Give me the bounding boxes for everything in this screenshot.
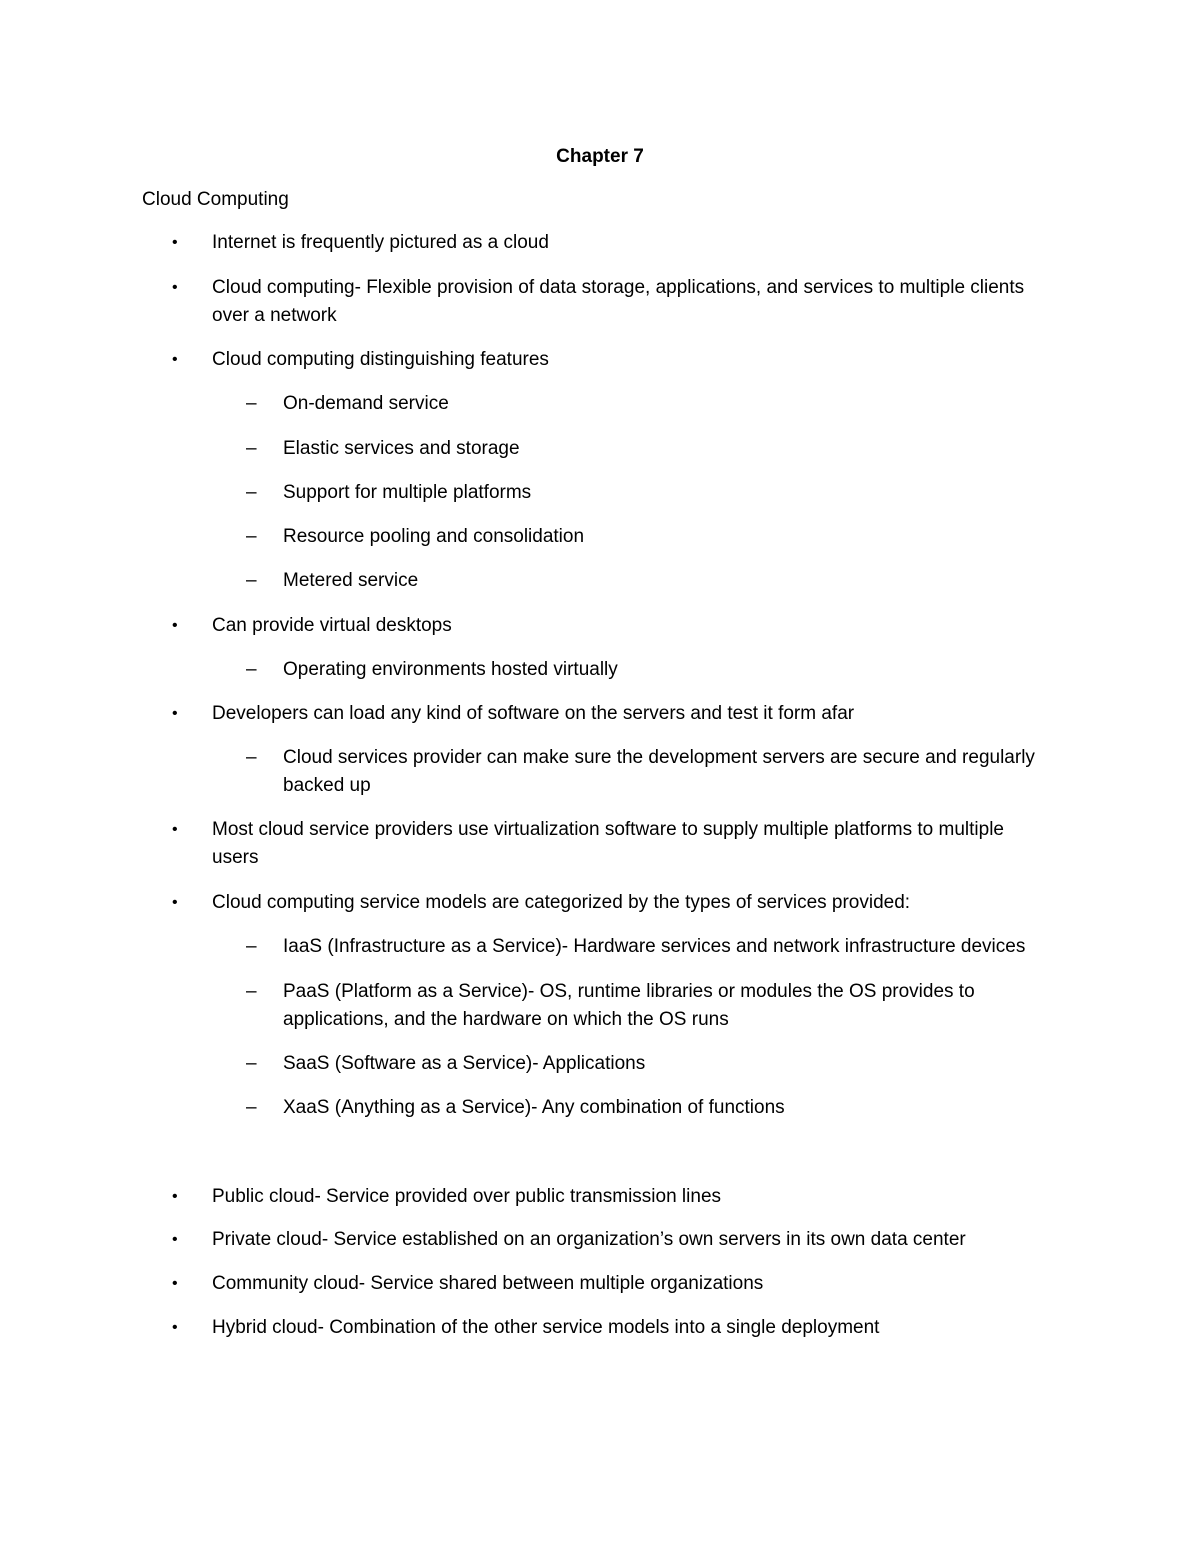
list-item-line: Public cloud- Service provided over public transmission lines	[212, 1186, 722, 1207]
list-item-text	[212, 1183, 1062, 1211]
list-item-text	[283, 435, 1058, 463]
list-item-line: Cloud computing- Flexible provision of data storage, applications, and services to multiple clients	[212, 277, 1025, 298]
list-item-text	[283, 390, 1058, 418]
list-item-line: Can provide virtual desktops	[212, 615, 452, 636]
list-item-line: applications, and the hardware on which the OS runs	[283, 1009, 729, 1030]
bullet-marker: •	[172, 1188, 178, 1205]
list-item-line: Private cloud- Service established on an organization’s own servers in its own data center	[212, 1229, 966, 1250]
bullet-marker: •	[172, 894, 178, 911]
list-item-text	[283, 933, 1058, 961]
list-item-line: On-demand service	[283, 393, 449, 414]
bullet-marker: •	[172, 234, 178, 251]
dash-marker: –	[246, 1053, 257, 1074]
list-item-text	[212, 889, 1062, 917]
bullet-marker: •	[172, 617, 178, 634]
list-item-line: Metered service	[283, 570, 419, 591]
list-item-line: users	[212, 847, 259, 868]
list-item-text	[212, 1314, 1062, 1342]
list-item-line: Community cloud- Service shared between multiple organizations	[212, 1273, 764, 1294]
list-item-text	[212, 1226, 1062, 1254]
page-title: Chapter 7	[556, 146, 644, 167]
list-item-text	[283, 567, 1058, 595]
list-item-line: Operating environments hosted virtually	[283, 659, 618, 680]
list-item-line: Internet is frequently pictured as a cloud	[212, 232, 549, 253]
list-item-line: Most cloud service providers use virtualization software to supply multiple platforms to multiple	[212, 819, 1004, 840]
dash-marker: –	[246, 659, 257, 680]
dash-marker: –	[246, 438, 257, 459]
list-item-text	[212, 1270, 1062, 1298]
list-item-line: Elastic services and storage	[283, 438, 520, 459]
list-item-text	[283, 523, 1058, 551]
list-item-line: XaaS (Anything as a Service)- Any combination of functions	[283, 1097, 785, 1118]
bullet-marker: •	[172, 1231, 178, 1248]
list-item-text	[212, 612, 1062, 640]
dash-marker: –	[246, 936, 257, 957]
bullet-marker: •	[172, 705, 178, 722]
list-item-text	[283, 978, 1058, 1034]
list-item-line: PaaS (Platform as a Service)- OS, runtime libraries or modules the OS provides to	[283, 981, 975, 1002]
bullet-marker: •	[172, 1275, 178, 1292]
list-item-line: Cloud computing service models are categorized by the types of services provided:	[212, 892, 911, 913]
list-item-text	[212, 274, 1062, 330]
list-item-text	[283, 479, 1058, 507]
dash-marker: –	[246, 747, 257, 768]
list-item-line: IaaS (Infrastructure as a Service)- Hardware services and network infrastructure devices	[283, 936, 1026, 957]
list-item-line: Cloud computing distinguishing features	[212, 349, 549, 370]
list-item-text	[283, 1050, 1058, 1078]
list-item-line: Hybrid cloud- Combination of the other service models into a single deployment	[212, 1317, 880, 1338]
bullet-marker: •	[172, 279, 178, 296]
list-item-line: Developers can load any kind of software on the servers and test it form afar	[212, 703, 855, 724]
dash-marker: –	[246, 570, 257, 591]
list-item-text	[283, 1094, 1058, 1122]
list-item-line: over a network	[212, 305, 337, 326]
dash-marker: –	[246, 981, 257, 1002]
list-item-line: Cloud services provider can make sure the development servers are secure and regularly	[283, 747, 1035, 768]
dash-marker: –	[246, 482, 257, 503]
list-item-line: Resource pooling and consolidation	[283, 526, 585, 547]
list-item-text	[212, 816, 1062, 872]
list-item-text	[212, 346, 1062, 374]
list-item-line: backed up	[283, 775, 371, 796]
list-item-text	[283, 744, 1058, 800]
bullet-marker: •	[172, 1319, 178, 1336]
list-item-text	[212, 700, 1062, 728]
bullet-marker: •	[172, 821, 178, 838]
dash-marker: –	[246, 393, 257, 414]
list-item-text	[212, 229, 1062, 257]
dash-marker: –	[246, 1097, 257, 1118]
list-item-line: Support for multiple platforms	[283, 482, 532, 503]
list-item-line: SaaS (Software as a Service)- Applications	[283, 1053, 646, 1074]
dash-marker: –	[246, 526, 257, 547]
list-item-text	[283, 656, 1058, 684]
bullet-marker: •	[172, 351, 178, 368]
section-heading: Cloud Computing	[142, 189, 289, 210]
